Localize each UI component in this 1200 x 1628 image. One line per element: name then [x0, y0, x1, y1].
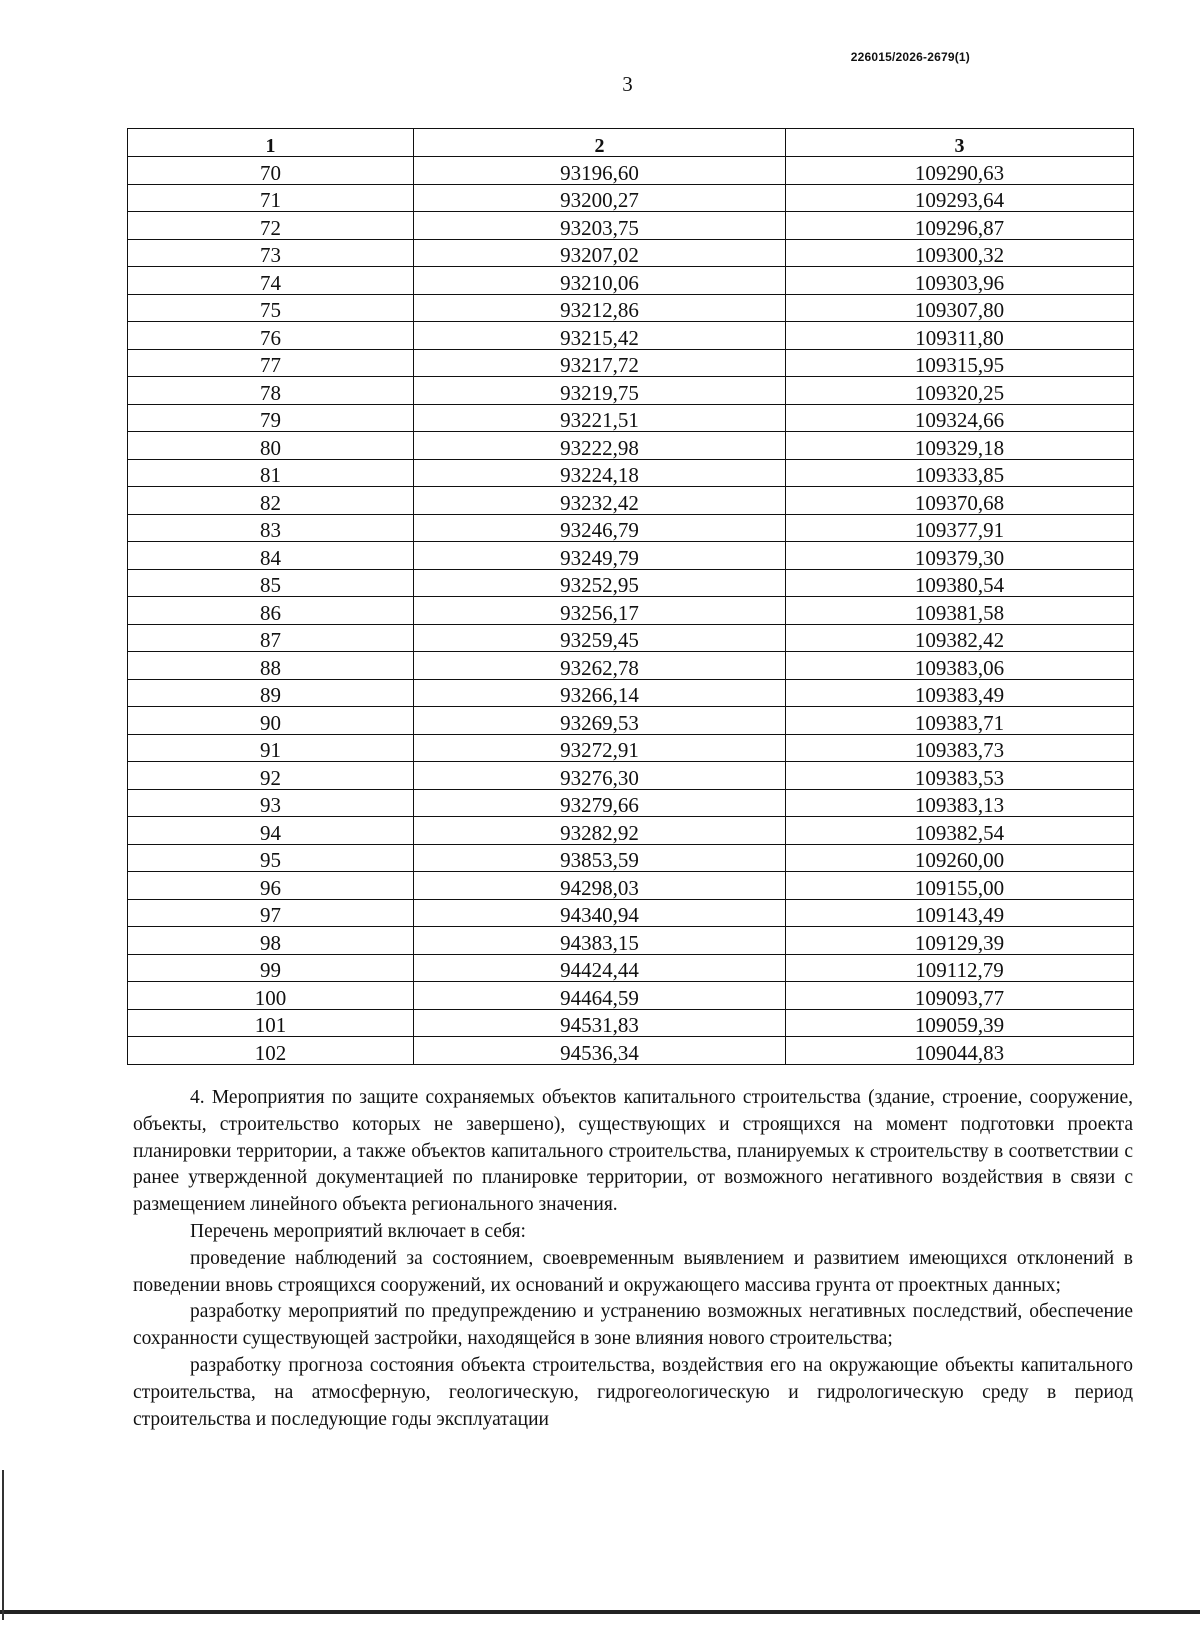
- cell-x-coordinate: 93215,42: [414, 322, 786, 350]
- table-row: [128, 762, 1134, 790]
- table-row: [128, 184, 1134, 212]
- table-row: [128, 954, 1134, 982]
- cell-y-coordinate: 109383,73: [786, 734, 1134, 762]
- table-row: [128, 679, 1134, 707]
- cell-point-number: 95: [128, 844, 414, 872]
- cell-y-coordinate: 109293,64: [786, 184, 1134, 212]
- table-row: [128, 1009, 1134, 1037]
- scan-edge-line-left: [2, 1470, 4, 1620]
- table-row: [128, 157, 1134, 185]
- cell-point-number: 88: [128, 652, 414, 680]
- cell-point-number: 91: [128, 734, 414, 762]
- table-row: [128, 1037, 1134, 1065]
- cell-y-coordinate: 109383,71: [786, 707, 1134, 735]
- cell-x-coordinate: 94536,34: [414, 1037, 786, 1065]
- cell-x-coordinate: 93272,91: [414, 734, 786, 762]
- table-row: [128, 267, 1134, 295]
- coordinates-table: [127, 128, 1134, 1065]
- paragraph-list-intro: Перечень мероприятий включает в себя:: [190, 1220, 526, 1242]
- cell-x-coordinate: 93207,02: [414, 239, 786, 267]
- cell-y-coordinate: 109370,68: [786, 487, 1134, 515]
- paragraph-list-item: проведение наблюдений за состоянием, своевременным выявлением и развитием имеющихся отклонений в поведении вновь строящихся сооружений, их оснований и окружающего массива грунта от проектных данных;: [133, 1247, 1133, 1296]
- table-row: [128, 844, 1134, 872]
- cell-y-coordinate: 109129,39: [786, 927, 1134, 955]
- cell-y-coordinate: 109329,18: [786, 432, 1134, 460]
- cell-point-number: 75: [128, 294, 414, 322]
- table-row: [128, 624, 1134, 652]
- table-body: [128, 157, 1134, 1065]
- paragraph-section-4: 4. Мероприятия по защите сохраняемых объектов капитального строительства (здание, строение, сооружение, объекты, строительство которых не завершено), существующих и строящихся на момент подготовки проекта планировки территории, а также объектов капитального строительства, планируемых к строительству в соответствии с ранее утвержденной документацией по планировке территории, от возможного негативного воздействия в связи с размещением линейного объекта регионального значения.: [133, 1087, 1133, 1216]
- cell-point-number: 73: [128, 239, 414, 267]
- cell-x-coordinate: 93256,17: [414, 597, 786, 625]
- cell-point-number: 82: [128, 487, 414, 515]
- cell-y-coordinate: 109093,77: [786, 982, 1134, 1010]
- cell-y-coordinate: 109303,96: [786, 267, 1134, 295]
- cell-point-number: 80: [128, 432, 414, 460]
- cell-y-coordinate: 109379,30: [786, 542, 1134, 570]
- scan-edge-line: [0, 1610, 1200, 1614]
- cell-x-coordinate: 94383,15: [414, 927, 786, 955]
- document-number: 226015/2026-2679(1): [850, 50, 970, 64]
- body-text: [133, 1085, 1133, 1433]
- table-row: [128, 927, 1134, 955]
- table-row: [128, 652, 1134, 680]
- cell-y-coordinate: 109044,83: [786, 1037, 1134, 1065]
- cell-point-number: 100: [128, 982, 414, 1010]
- cell-y-coordinate: 109143,49: [786, 899, 1134, 927]
- cell-y-coordinate: 109059,39: [786, 1009, 1134, 1037]
- cell-point-number: 76: [128, 322, 414, 350]
- column-header-x: 2: [414, 129, 786, 157]
- cell-point-number: 90: [128, 707, 414, 735]
- table-row: [128, 432, 1134, 460]
- cell-y-coordinate: 109320,25: [786, 377, 1134, 405]
- cell-y-coordinate: 109383,53: [786, 762, 1134, 790]
- cell-x-coordinate: 93212,86: [414, 294, 786, 322]
- table-row: [128, 899, 1134, 927]
- cell-y-coordinate: 109383,06: [786, 652, 1134, 680]
- table-row: [128, 487, 1134, 515]
- cell-point-number: 96: [128, 872, 414, 900]
- cell-point-number: 101: [128, 1009, 414, 1037]
- cell-x-coordinate: 93249,79: [414, 542, 786, 570]
- cell-y-coordinate: 109380,54: [786, 569, 1134, 597]
- cell-point-number: 86: [128, 597, 414, 625]
- table-row: [128, 569, 1134, 597]
- cell-y-coordinate: 109377,91: [786, 514, 1134, 542]
- cell-point-number: 89: [128, 679, 414, 707]
- cell-y-coordinate: 109300,32: [786, 239, 1134, 267]
- table-row: [128, 212, 1134, 240]
- cell-point-number: 84: [128, 542, 414, 570]
- cell-y-coordinate: 109383,49: [786, 679, 1134, 707]
- cell-x-coordinate: 93222,98: [414, 432, 786, 460]
- cell-x-coordinate: 93279,66: [414, 789, 786, 817]
- cell-point-number: 72: [128, 212, 414, 240]
- cell-x-coordinate: 93276,30: [414, 762, 786, 790]
- cell-point-number: 99: [128, 954, 414, 982]
- cell-y-coordinate: 109324,66: [786, 404, 1134, 432]
- cell-x-coordinate: 93219,75: [414, 377, 786, 405]
- cell-y-coordinate: 109290,63: [786, 157, 1134, 185]
- cell-y-coordinate: 109155,00: [786, 872, 1134, 900]
- cell-point-number: 83: [128, 514, 414, 542]
- cell-x-coordinate: 94464,59: [414, 982, 786, 1010]
- table-header-row: [128, 129, 1134, 157]
- cell-point-number: 93: [128, 789, 414, 817]
- cell-y-coordinate: 109333,85: [786, 459, 1134, 487]
- table-row: [128, 404, 1134, 432]
- cell-point-number: 71: [128, 184, 414, 212]
- table-row: [128, 322, 1134, 350]
- table-row: [128, 377, 1134, 405]
- cell-point-number: 70: [128, 157, 414, 185]
- cell-x-coordinate: 93224,18: [414, 459, 786, 487]
- cell-x-coordinate: 93232,42: [414, 487, 786, 515]
- cell-point-number: 97: [128, 899, 414, 927]
- cell-point-number: 98: [128, 927, 414, 955]
- cell-y-coordinate: 109296,87: [786, 212, 1134, 240]
- paragraph-list-item: разработку мероприятий по предупреждению и устранению возможных негативных последствий, обеспечение сохранности существующей застройки, находящейся в зоне влияния нового строительства;: [133, 1301, 1133, 1350]
- cell-x-coordinate: 94298,03: [414, 872, 786, 900]
- cell-x-coordinate: 93269,53: [414, 707, 786, 735]
- cell-x-coordinate: 93217,72: [414, 349, 786, 377]
- cell-y-coordinate: 109382,42: [786, 624, 1134, 652]
- page-number: 3: [622, 72, 633, 96]
- table-row: [128, 349, 1134, 377]
- table-row: [128, 514, 1134, 542]
- cell-x-coordinate: 93282,92: [414, 817, 786, 845]
- cell-x-coordinate: 93262,78: [414, 652, 786, 680]
- table-row: [128, 459, 1134, 487]
- cell-y-coordinate: 109381,58: [786, 597, 1134, 625]
- table-row: [128, 817, 1134, 845]
- cell-x-coordinate: 93196,60: [414, 157, 786, 185]
- cell-x-coordinate: 93853,59: [414, 844, 786, 872]
- cell-x-coordinate: 93221,51: [414, 404, 786, 432]
- cell-point-number: 77: [128, 349, 414, 377]
- cell-point-number: 102: [128, 1037, 414, 1065]
- cell-x-coordinate: 94424,44: [414, 954, 786, 982]
- cell-y-coordinate: 109383,13: [786, 789, 1134, 817]
- column-header-point: 1: [128, 129, 414, 157]
- cell-point-number: 94: [128, 817, 414, 845]
- cell-point-number: 92: [128, 762, 414, 790]
- cell-y-coordinate: 109260,00: [786, 844, 1134, 872]
- cell-x-coordinate: 94340,94: [414, 899, 786, 927]
- table-row: [128, 294, 1134, 322]
- cell-y-coordinate: 109311,80: [786, 322, 1134, 350]
- cell-x-coordinate: 93200,27: [414, 184, 786, 212]
- table-row: [128, 597, 1134, 625]
- cell-y-coordinate: 109112,79: [786, 954, 1134, 982]
- cell-point-number: 87: [128, 624, 414, 652]
- table-row: [128, 872, 1134, 900]
- cell-x-coordinate: 93259,45: [414, 624, 786, 652]
- table-row: [128, 239, 1134, 267]
- cell-x-coordinate: 93203,75: [414, 212, 786, 240]
- cell-point-number: 74: [128, 267, 414, 295]
- cell-y-coordinate: 109382,54: [786, 817, 1134, 845]
- cell-x-coordinate: 93210,06: [414, 267, 786, 295]
- cell-x-coordinate: 93266,14: [414, 679, 786, 707]
- table-row: [128, 707, 1134, 735]
- cell-point-number: 78: [128, 377, 414, 405]
- cell-y-coordinate: 109307,80: [786, 294, 1134, 322]
- cell-x-coordinate: 93246,79: [414, 514, 786, 542]
- table-row: [128, 734, 1134, 762]
- cell-point-number: 81: [128, 459, 414, 487]
- table-row: [128, 982, 1134, 1010]
- paragraph-list-item: разработку прогноза состояния объекта строительства, воздействия его на окружающие объекты капитального строительства, на атмосферную, геологическую, гидрогеологическую и гидрологическую среду в период строительства и последующие годы эксплуатации: [133, 1354, 1133, 1430]
- cell-x-coordinate: 93252,95: [414, 569, 786, 597]
- cell-point-number: 79: [128, 404, 414, 432]
- table-row: [128, 542, 1134, 570]
- column-header-y: 3: [786, 129, 1134, 157]
- cell-x-coordinate: 94531,83: [414, 1009, 786, 1037]
- cell-point-number: 85: [128, 569, 414, 597]
- table-row: [128, 789, 1134, 817]
- cell-y-coordinate: 109315,95: [786, 349, 1134, 377]
